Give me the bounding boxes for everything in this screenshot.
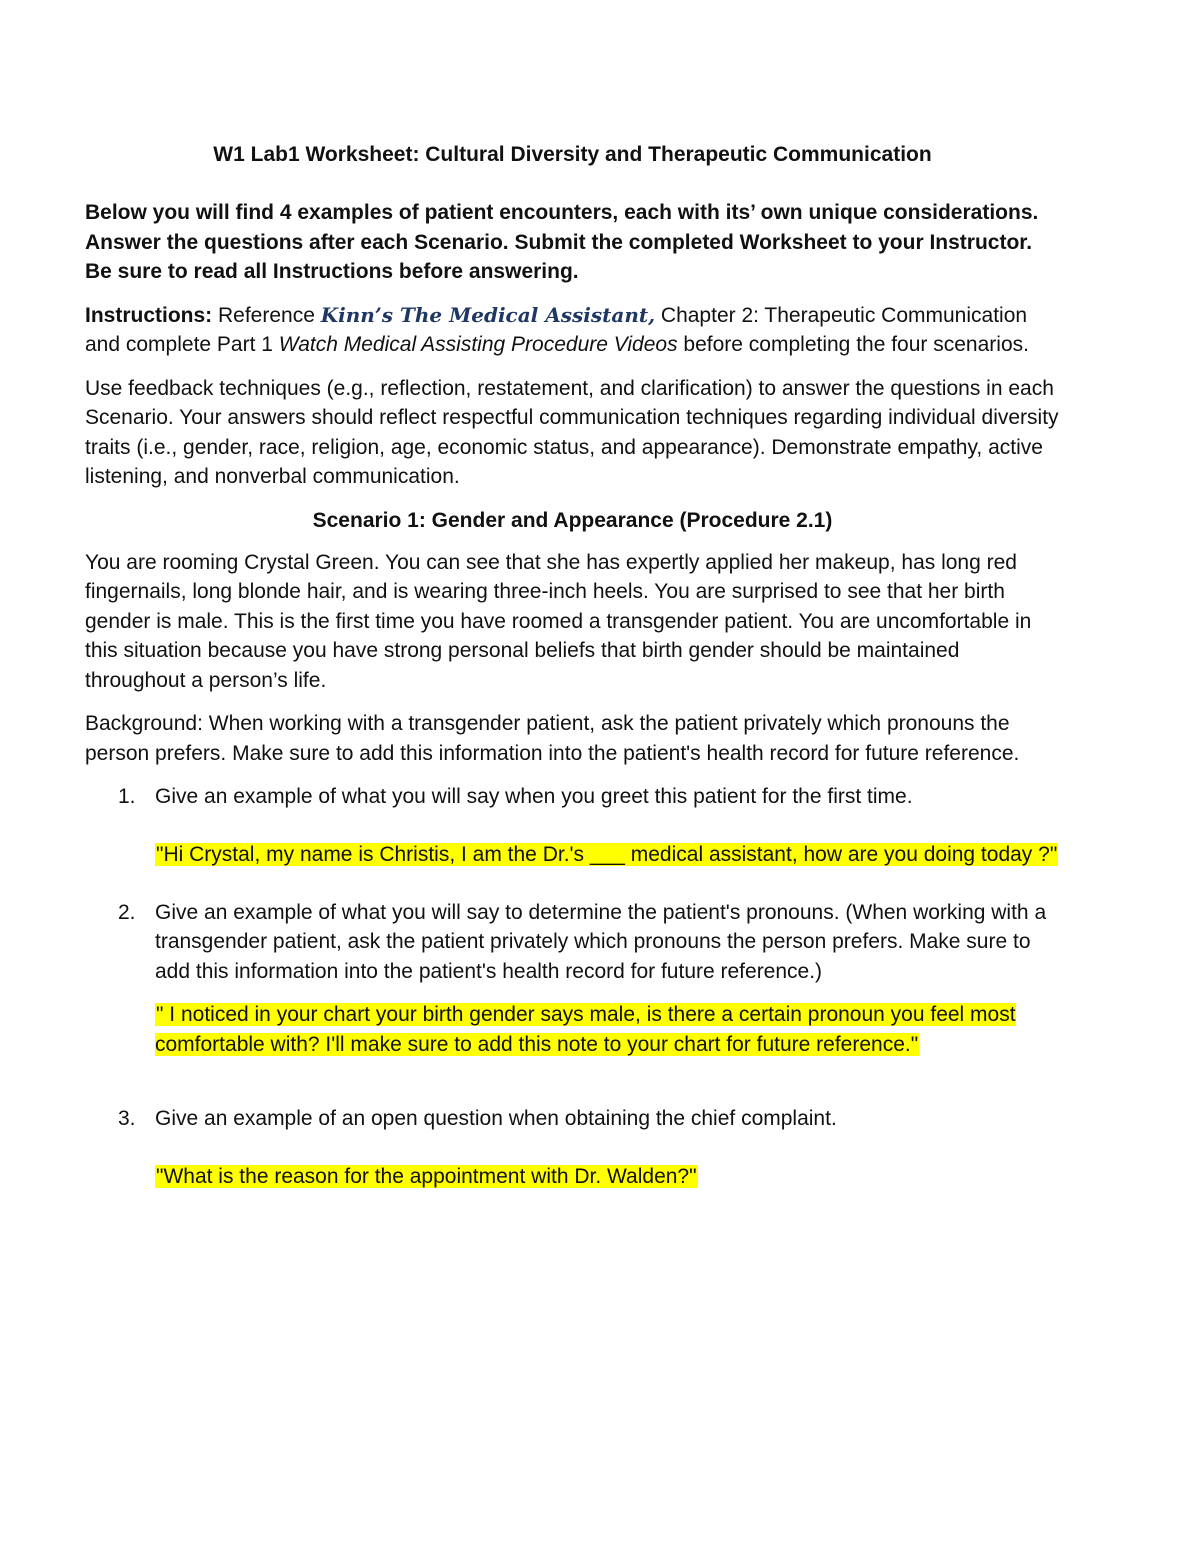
answer-block — [155, 1000, 1060, 1060]
question-list — [85, 782, 1060, 1192]
answer-text: " I noticed in your chart your birth gender says male, is there a certain pronoun you feel most comfortable with? I'll make sure to add this note to your chart for future reference." — [155, 1003, 1016, 1056]
question-item — [85, 1104, 1060, 1192]
answer-text: "What is the reason for the appointment with Dr. Walden?" — [156, 1164, 697, 1188]
videos-title: Watch Medical Assisting Procedure Videos — [278, 333, 678, 356]
answer-block — [155, 840, 1060, 870]
question-item — [85, 898, 1060, 1061]
question-item — [85, 782, 1060, 870]
scenario-1-heading: Scenario 1: Gender and Appearance (Procedure 2.1) — [312, 508, 833, 532]
question-number: 1. — [118, 785, 136, 808]
feedback-paragraph: Use feedback techniques (e.g., reflection, restatement, and clarification) to answer the questions in each Scenario. Your answers should reflect respectful communication techniques regarding individual diversity traits (i.e., gender, race, religion, age, economic status, and appearance). Demonstrate empathy, active listening, and nonverbal communication. — [85, 376, 1059, 488]
instructions-pre-book: Reference — [212, 303, 321, 327]
question-number: 2. — [118, 900, 136, 924]
answer-text: "Hi Crystal, my name is Christis, I am the Dr.'s ___ medical assistant, how are you doing today ?" — [156, 842, 1058, 866]
scenario-1-description: You are rooming Crystal Green. You can see that she has expertly applied her makeup, has long red fingernails, long blonde hair, and is wearing three-inch heels. You are surprised to see that her birth gender is male. This is the first time you have roomed a transgender patient. You are uncomfortable in this situation because you have strong personal beliefs that birth gender should be maintained throughout a person’s life. — [85, 550, 1032, 692]
instructions-post-book: Chapter 2: Therapeutic Communication and complete Part 1 — [85, 303, 1028, 356]
question-number: 3. — [118, 1107, 136, 1130]
scenario-1-background: Background: When working with a transgender patient, ask the patient privately which pronouns the person prefers. Make sure to add this information into the patient's health record for future reference. — [85, 712, 1020, 765]
intro-paragraph: Below you will find 4 examples of patient encounters, each with its’ own unique considerations. Answer the questions after each Scenario. Submit the completed Worksheet to your Instructor. Be sure to read all Instructions before answering. — [85, 201, 1039, 283]
book-title: Kinn’s The Medical Assistant, — [320, 302, 656, 327]
instructions-paragraph — [85, 301, 1060, 360]
instructions-end: before completing the four scenarios. — [677, 333, 1029, 356]
question-text: Give an example of an open question when obtaining the chief complaint. — [155, 1107, 837, 1130]
page-title: W1 Lab1 Worksheet: Cultural Diversity and Therapeutic Communication — [213, 143, 932, 166]
question-text: Give an example of what you will say when you greet this patient for the first time. — [155, 785, 913, 808]
instructions-label: Instructions: — [85, 303, 213, 327]
question-text: Give an example of what you will say to determine the patient's pronouns. (When working with a transgender patient, ask the patient privately which pronouns the person prefers. Make sure to add this information into the patient's health record for future reference.) — [155, 900, 1047, 983]
answer-block — [155, 1162, 1060, 1192]
